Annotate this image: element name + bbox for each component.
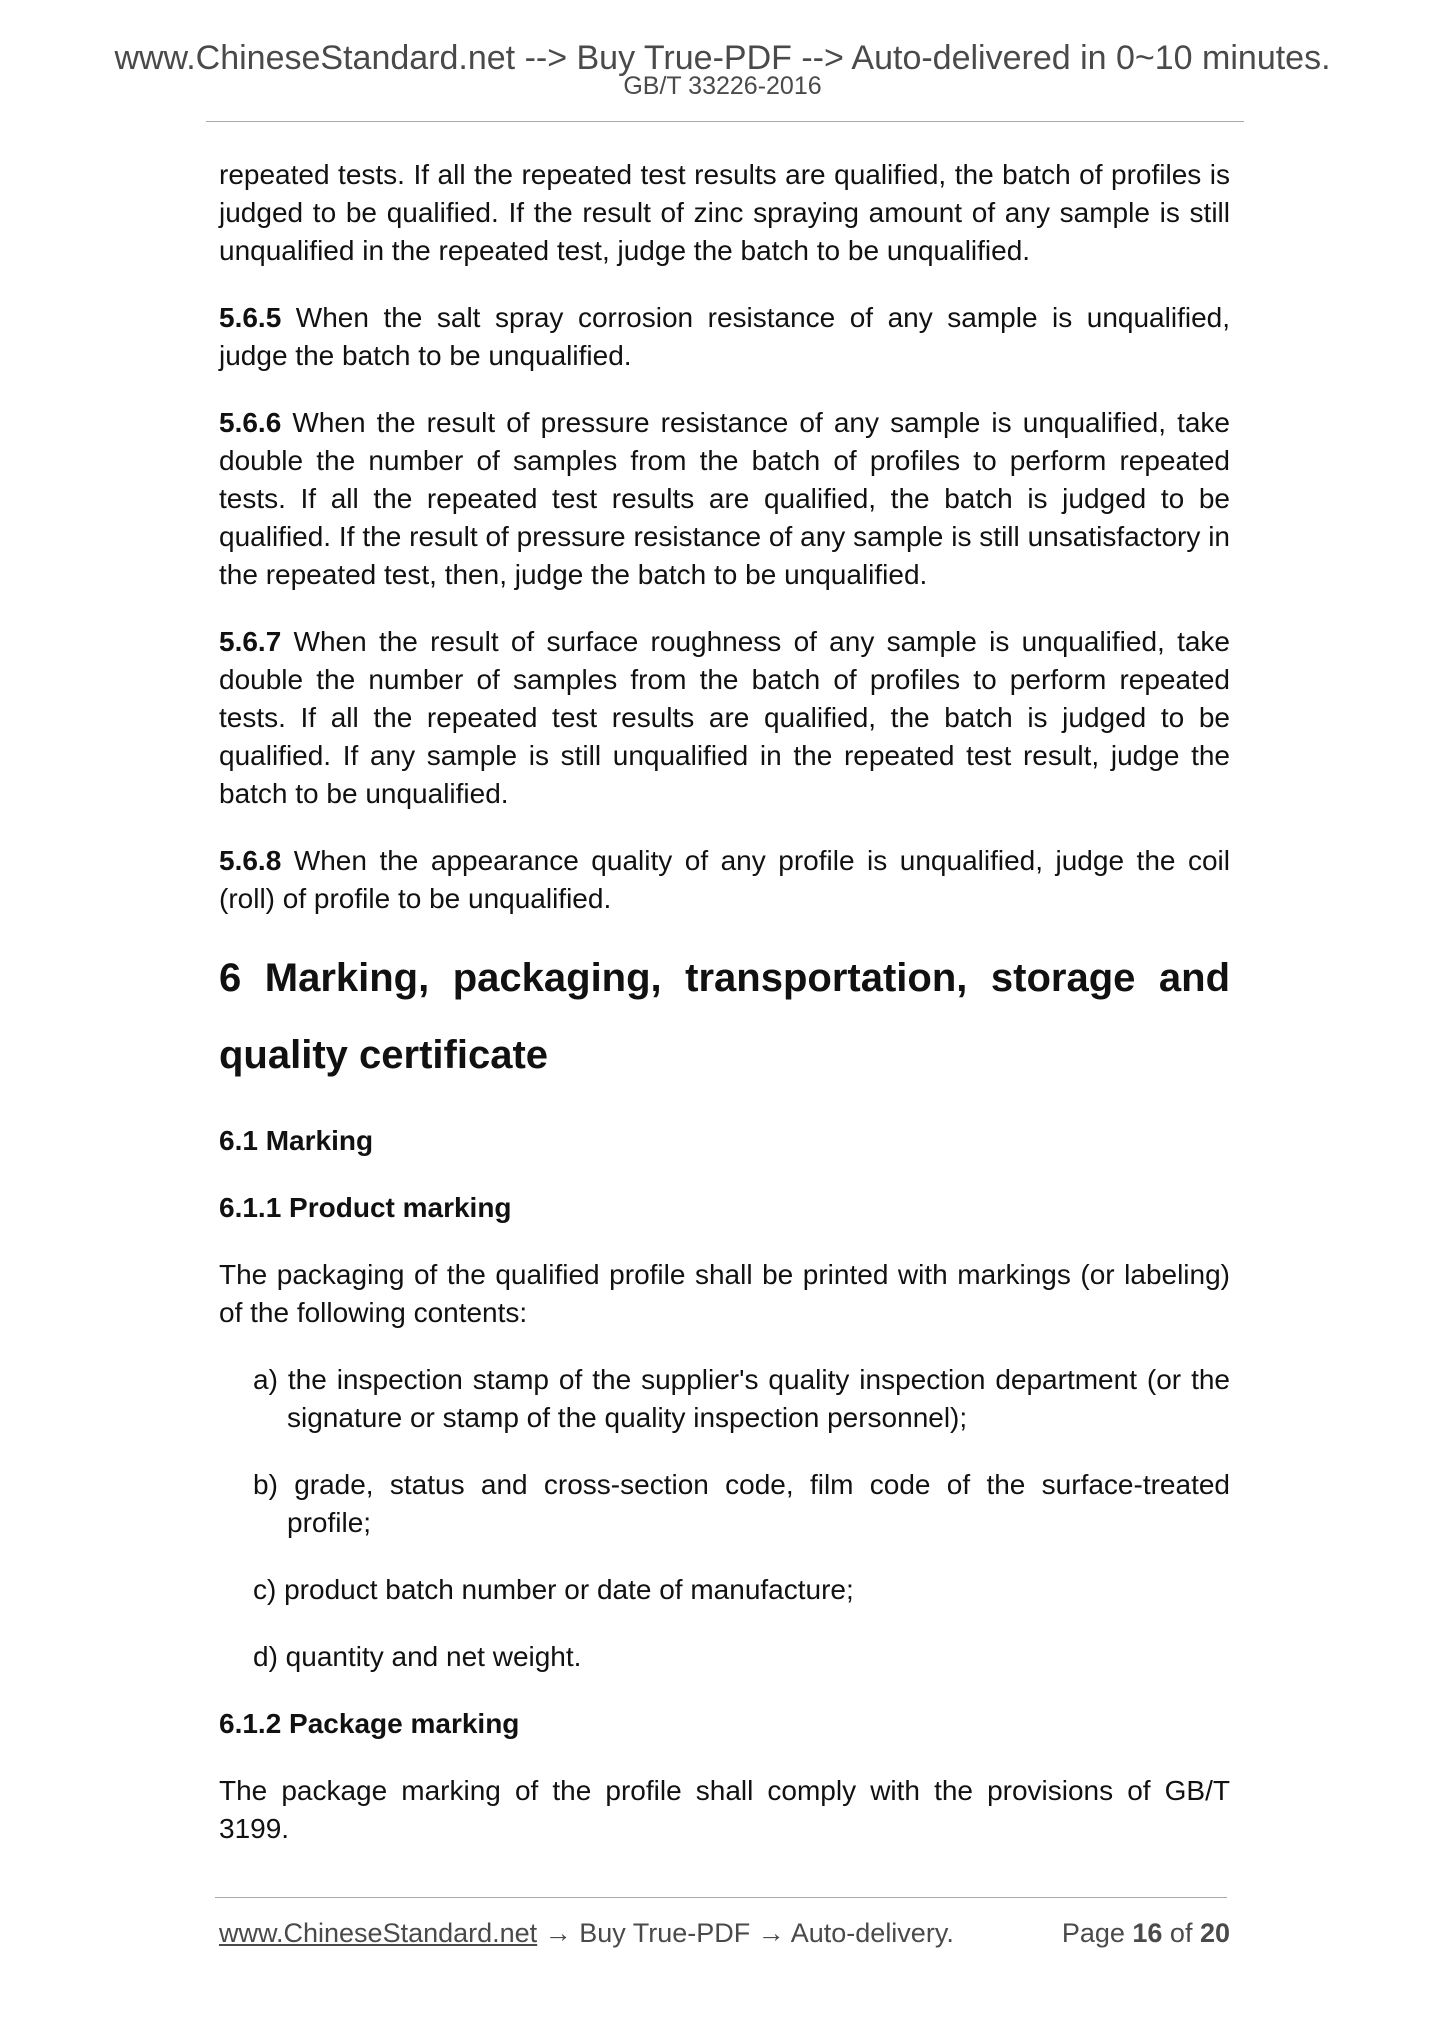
clause-5-6-7: [219, 623, 1230, 813]
clause-number: 5.6.5: [219, 302, 282, 333]
page-content: [219, 156, 1230, 1848]
list-item: d) quantity and net weight.: [253, 1641, 582, 1672]
clause-text: When the salt spray corrosion resistance of any sample is unqualified, judge the batch to be unqualified.: [219, 302, 1230, 371]
footer-site-link[interactable]: www.ChineseStandard.net: [219, 1918, 538, 1948]
standard-code: GB/T 33226-2016: [623, 72, 822, 100]
clause-number: 5.6.7: [219, 626, 282, 657]
package-marking-paragraph: The package marking of the profile shall comply with the provisions of GB/T 3199.: [219, 1775, 1230, 1844]
list-item: c) product batch number or date of manufacture;: [253, 1574, 854, 1605]
section-6-1-2-heading: 6.1.2 Package marking: [219, 1708, 520, 1739]
product-marking-paragraph: The packaging of the qualified profile shall be printed with markings (or labeling) of the following contents:: [219, 1259, 1230, 1328]
page-total: 20: [1199, 1918, 1230, 1948]
clause-text: When the result of surface roughness of any sample is unqualified, take double the number of samples from the batch of profiles to perform repeated tests. If all the repeated test results are qualified, the batch is judged to be qualified. If any sample is still unqualified in the repeated test result, judge the batch to be unqualified.: [219, 626, 1230, 809]
header-divider: [206, 121, 1244, 122]
list-item: a) the inspection stamp of the supplier's quality inspection department (or the signature or stamp of the quality inspection personnel);: [253, 1364, 1230, 1433]
clause-text: When the result of pressure resistance of any sample is unqualified, take double the number of samples from the batch of profiles to perform repeated tests. If all the repeated test results are qualified, the batch is judged to be qualified. If the result of pressure resistance of any sample is still unsatisfactory in the repeated test, then, judge the batch to be unqualified.: [219, 407, 1230, 590]
clause-5-6-8: [219, 842, 1230, 918]
clause-text: When the appearance quality of any profile is unqualified, judge the coil (roll) of profile to be unqualified.: [219, 845, 1230, 914]
section-6-1-heading: 6.1 Marking: [219, 1125, 374, 1156]
clause-number: 5.6.8: [219, 845, 282, 876]
section-6-1-1-heading: 6.1.1 Product marking: [219, 1192, 512, 1223]
of-label: of: [1162, 1918, 1200, 1948]
list-item: b) grade, status and cross-section code, film code of the surface-treated profile;: [253, 1469, 1230, 1538]
page-footer: [219, 1916, 1230, 1950]
clause-5-6-5: [219, 299, 1230, 375]
intro-paragraph: repeated tests. If all the repeated test results are qualified, the batch of profiles is judged to be qualified. If the result of zinc spraying amount of any sample is still unqualified in the repeated test, judge the batch to be unqualified.: [219, 159, 1230, 266]
footer-tagline: → Buy True-PDF → Auto-delivery.: [537, 1918, 954, 1948]
page-label: Page: [1061, 1918, 1133, 1948]
page-indicator: [1062, 1916, 1230, 1950]
section-6-heading: 6 Marking, packaging, transportation, storage and quality certificate: [219, 956, 1230, 1077]
footer-divider: [215, 1897, 1227, 1898]
clause-number: 5.6.6: [219, 407, 282, 438]
site-banner: www.ChineseStandard.net --> Buy True-PDF --> Auto-delivered in 0~10 minutes.: [114, 39, 1331, 77]
clause-5-6-6: [219, 404, 1230, 594]
page-number: 16: [1132, 1918, 1163, 1948]
